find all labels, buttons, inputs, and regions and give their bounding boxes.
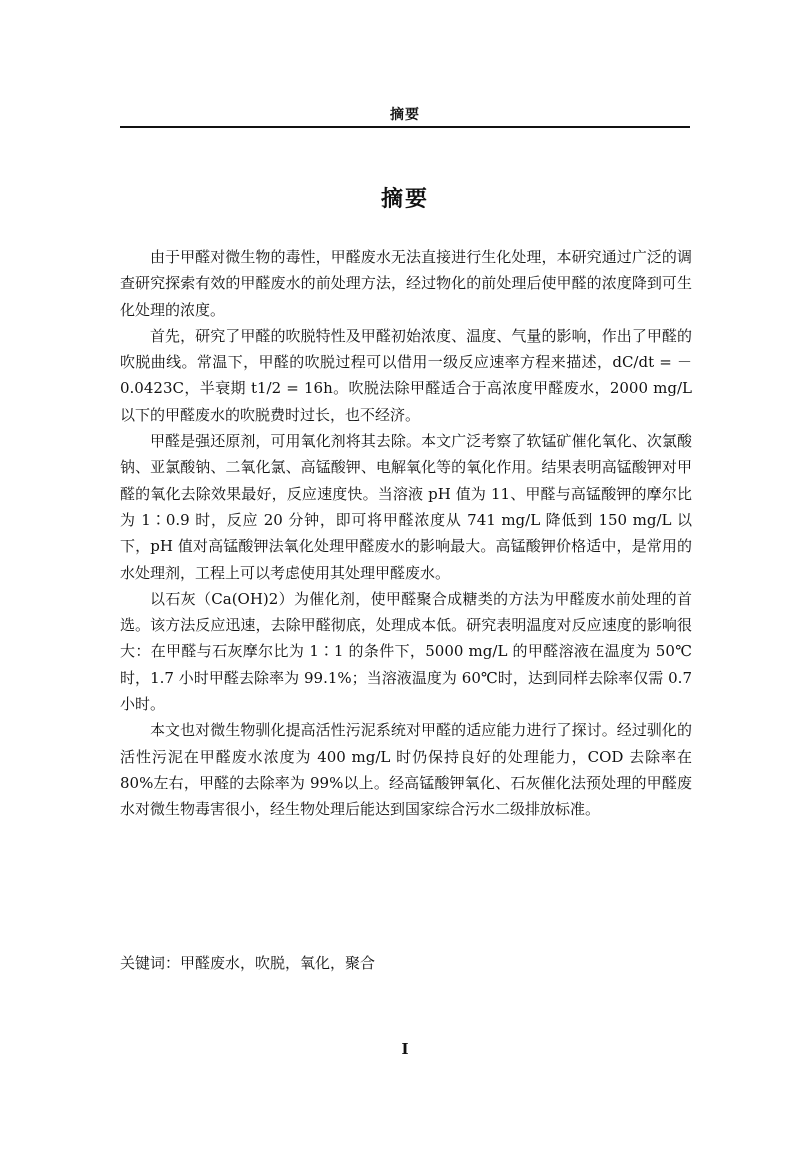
header-rule <box>120 126 690 128</box>
keywords-line: 关键词：甲醛废水，吹脱，氧化，聚合 <box>120 954 376 972</box>
abstract-body <box>120 244 692 823</box>
page-number: I <box>401 1040 409 1058</box>
page-title: 摘要 <box>380 187 429 212</box>
abstract-paragraph-5: 本文也对微生物驯化提高活性污泥系统对甲醛的适应能力进行了探讨。经过驯化的活性污泥在甲醛废水浓度为 400 mg/L 时仍保持良好的处理能力，COD 去除率在 80%左右，甲醛的去除率为 99%以上。经高锰酸钾氧化、石灰催化法预处理的甲醛废水对微生物毒害很小，经生物处理后能达到国家综合污水二级排放标准。 <box>120 721 692 819</box>
running-header: 摘要 <box>390 107 420 123</box>
abstract-paragraph-1: 由于甲醛对微生物的毒性，甲醛废水无法直接进行生化处理，本研究通过广泛的调查研究探索有效的甲醛废水的前处理方法，经过物化的前处理后使甲醛的浓度降到可生化处理的浓度。 <box>120 248 692 319</box>
abstract-paragraph-3: 甲醛是强还原剂，可用氧化剂将其去除。本文广泛考察了软锰矿催化氧化、次氯酸钠、亚氯酸钠、二氧化氯、高锰酸钾、电解氧化等的氧化作用。结果表明高锰酸钾对甲醛的氧化去除效果最好，反应速度快。当溶液 pH 值为 11、甲醛与高锰酸钾的摩尔比为 1∶0.9 时，反应 20 分钟，即可将甲醛浓度从 741 mg/L 降低到 150 mg/L 以下，pH 值对高锰酸钾法氧化处理甲醛废水的影响最大。高锰酸钾价格适中，是常用的水处理剂，工程上可以考虑使用其处理甲醛废水。 <box>120 432 692 582</box>
abstract-paragraph-2: 首先，研究了甲醛的吹脱特性及甲醛初始浓度、温度、气量的影响，作出了甲醛的吹脱曲线。常温下，甲醛的吹脱过程可以借用一级反应速率方程来描述，dC/dt = －0.0423C，半衰期 t1/2 = 16h。吹脱法除甲醛适合于高浓度甲醛废水，2000 mg/L 以下的甲醛废水的吹脱费时过长，也不经济。 <box>120 326 692 424</box>
abstract-paragraph-4: 以石灰（Ca(OH)2）为催化剂，使甲醛聚合成糖类的方法为甲醛废水前处理的首选。该方法反应迅速，去除甲醛彻底，处理成本低。研究表明温度对反应速度的影响很大：在甲醛与石灰摩尔比为 1∶1 的条件下，5000 mg/L 的甲醛溶液在温度为 50℃时，1.7 小时甲醛去除率为 99.1%；当溶液温度为 60℃时，达到同样去除率仅需 0.7 小时。 <box>120 589 692 714</box>
